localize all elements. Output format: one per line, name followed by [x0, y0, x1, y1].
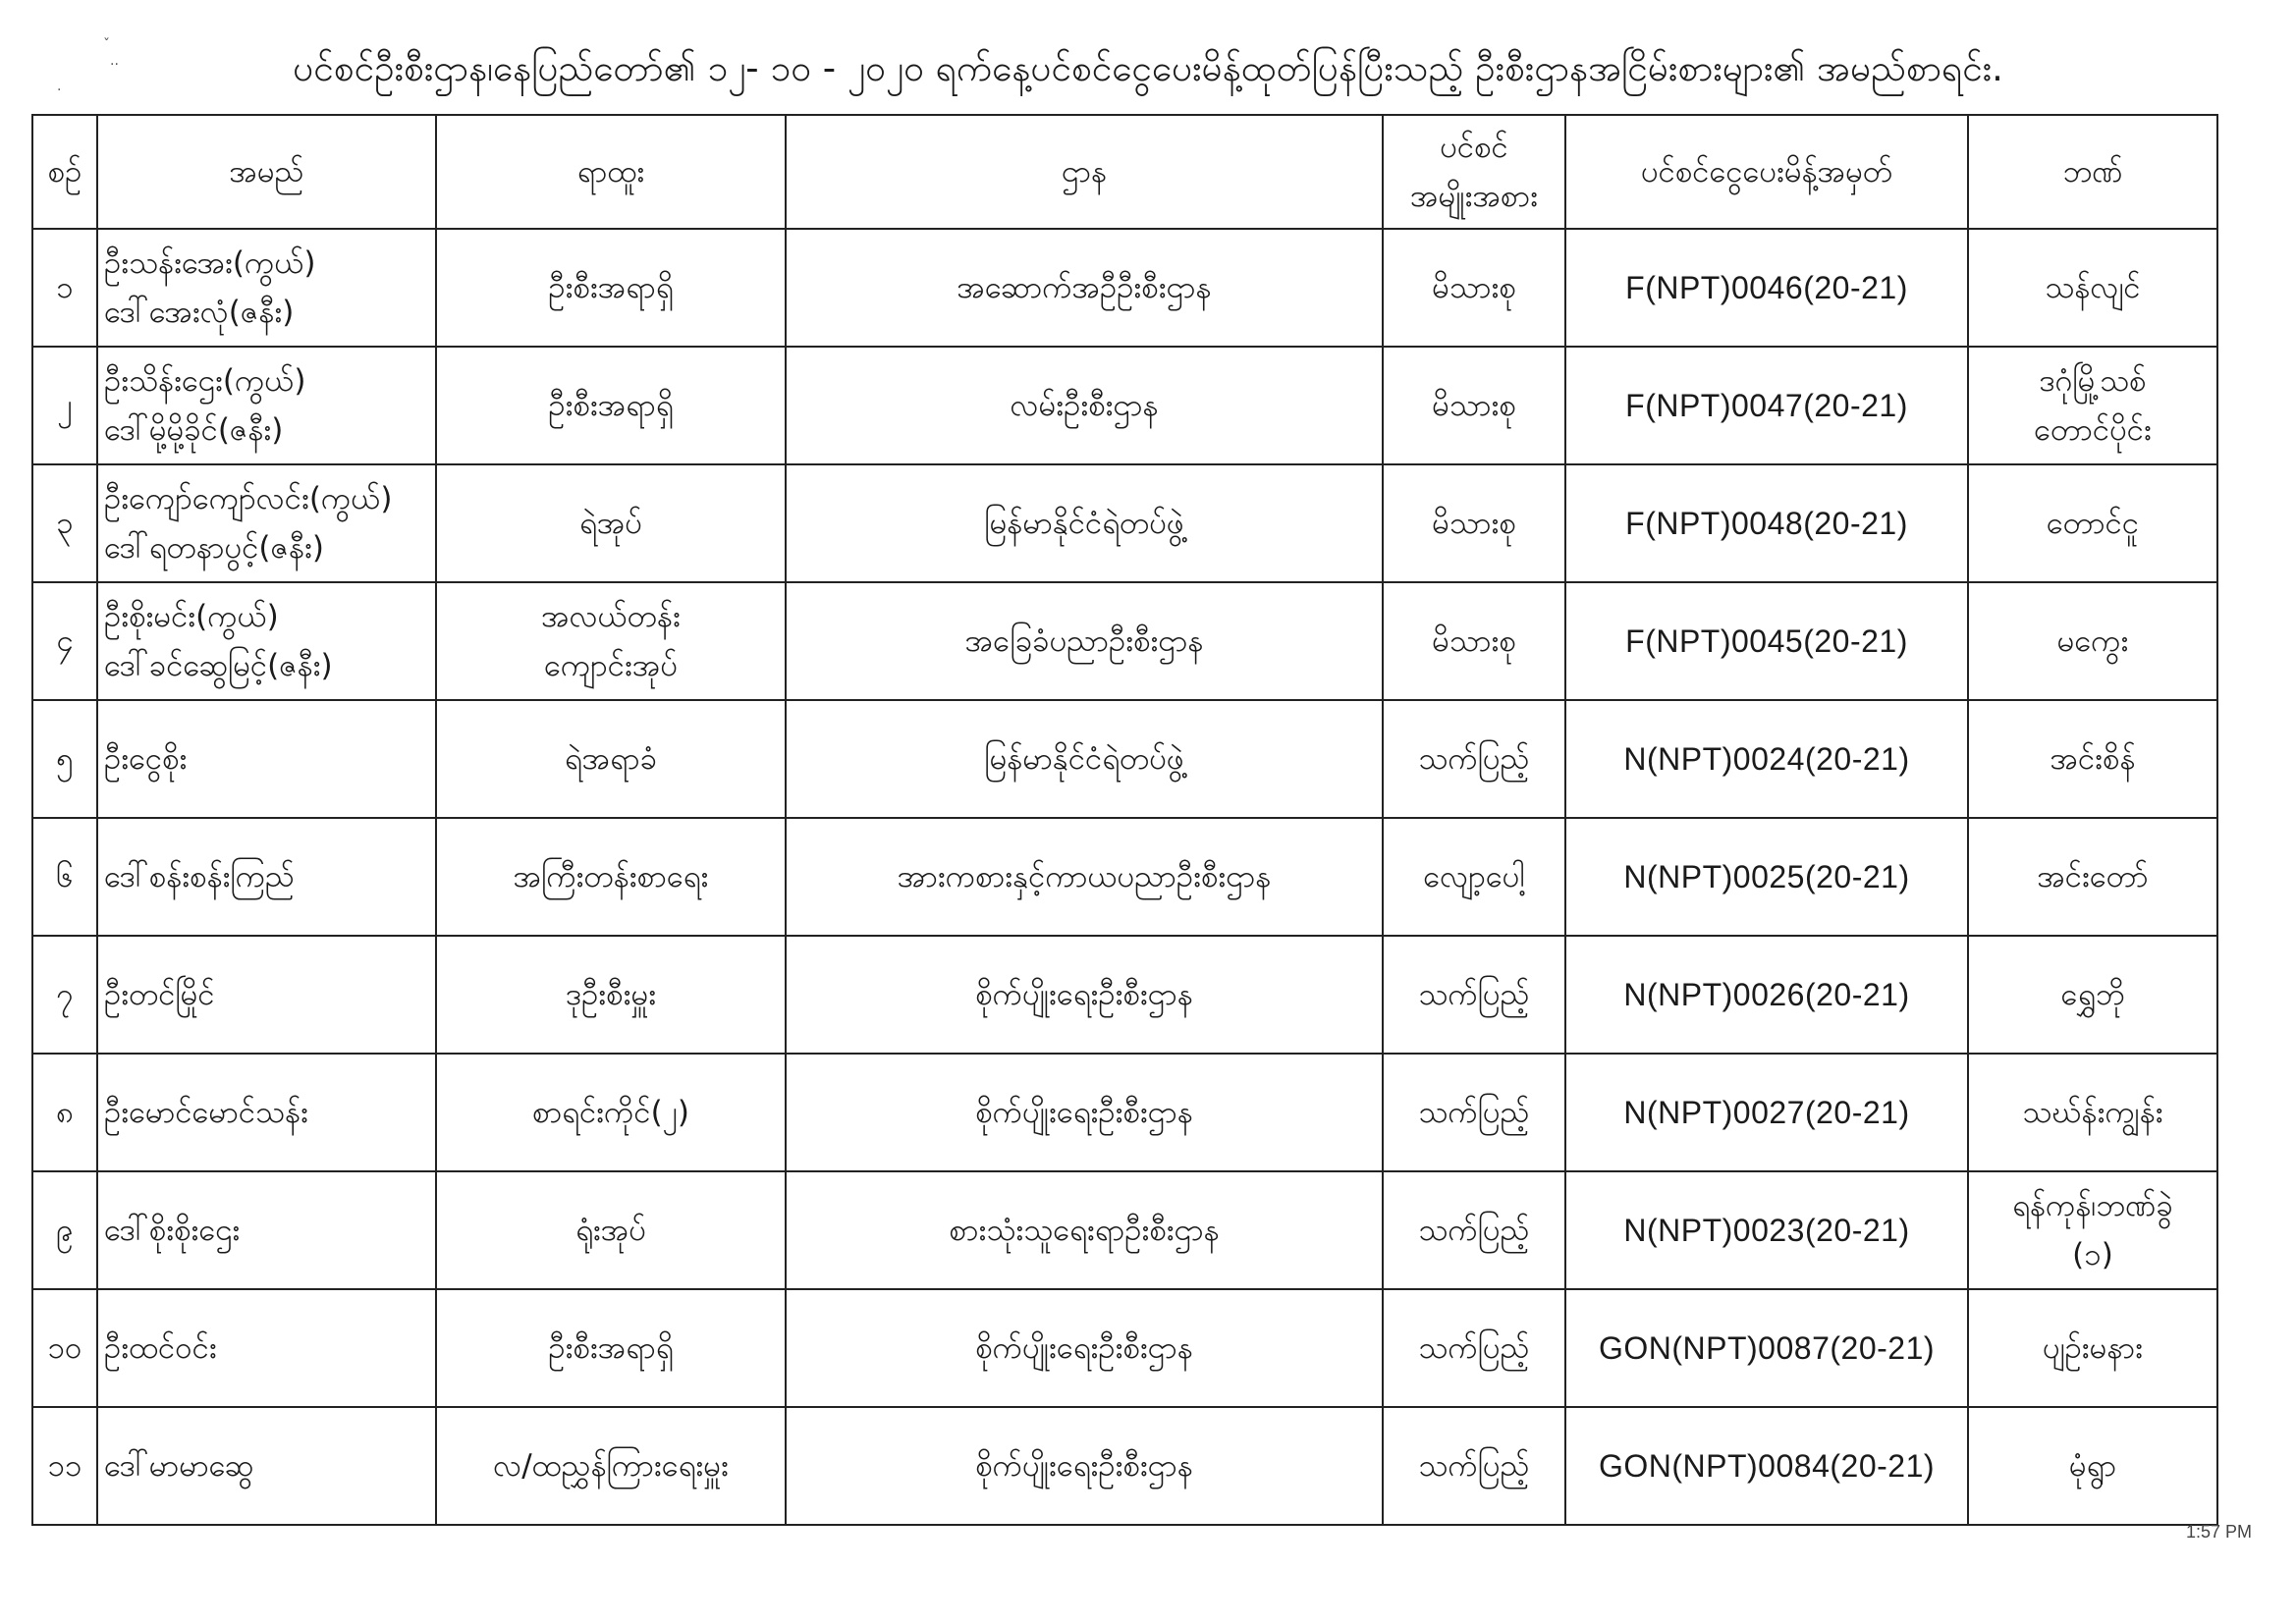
cell-department-text: မြန်မာနိုင်ငံရဲတပ်ဖွဲ့ — [984, 741, 1184, 777]
cell-rank-text: အကြီးတန်းစာရေး — [513, 859, 709, 894]
cell-pension-type — [1383, 1171, 1565, 1289]
cell-department — [786, 1054, 1383, 1171]
cell-license-number — [1565, 347, 1968, 464]
cell-treasury-text: သန်လျင် — [2045, 270, 2141, 305]
cell-license-number — [1565, 1289, 1968, 1407]
cell-treasury — [1968, 1171, 2217, 1289]
cell-no-text: ၁ — [56, 270, 74, 305]
cell-department — [786, 347, 1383, 464]
cell-license-number-text: N(NPT)0027(20-21) — [1623, 1095, 1910, 1130]
cell-name-text: ဒေါ်ရတနာပွင့်(ဇနီး) — [104, 530, 324, 566]
header-license: ပင်စင်ငွေပေးမိန့်အမှတ် — [1565, 115, 1968, 229]
header-name: အမည် — [97, 115, 436, 229]
cell-name — [97, 1054, 436, 1171]
table-body — [32, 229, 2217, 1525]
cell-no — [32, 818, 97, 936]
cell-name-text: ဒေါ်စန်းစန်းကြည် — [104, 859, 295, 894]
cell-name — [97, 1289, 436, 1407]
cell-rank-text: လ/ထညွှန်ကြားရေးမှူး — [493, 1448, 729, 1484]
cell-rank-text: ဦးစီးအရာရှိ — [548, 270, 674, 305]
cell-treasury — [1968, 700, 2217, 818]
cell-treasury — [1968, 1289, 2217, 1407]
cell-no — [32, 700, 97, 818]
cell-rank — [436, 1407, 786, 1525]
cell-treasury — [1968, 818, 2217, 936]
cell-name-text: ဒေါ်ခင်ဆွေမြင့်(ဇနီး) — [104, 648, 333, 683]
cell-rank-text: ရုံးအုပ် — [575, 1213, 646, 1248]
cell-license-number-text: F(NPT)0048(20-21) — [1625, 506, 1908, 541]
header-department: ဌာန — [786, 115, 1383, 229]
cell-pension-type — [1383, 582, 1565, 700]
cell-name-text: ဦးကျော်ကျော်လင်း(ကွယ်) — [104, 481, 393, 516]
cell-name — [97, 818, 436, 936]
cell-pension-type — [1383, 936, 1565, 1054]
header-no: စဉ် — [32, 115, 97, 229]
cell-treasury-text: အင်းစိန် — [2050, 741, 2136, 777]
cell-license-number-text: F(NPT)0047(20-21) — [1625, 388, 1908, 423]
scan-mark: ·· — [110, 57, 119, 73]
cell-name-text: ဒေါ်စိုးစိုးဌေး — [104, 1213, 241, 1248]
cell-no — [32, 1289, 97, 1407]
cell-name-text: ဦးစိုးမင်း(ကွယ်) — [104, 599, 279, 634]
cell-rank-text: ကျောင်းအုပ် — [543, 648, 679, 683]
cell-name — [97, 936, 436, 1054]
cell-treasury-text: ရွှေဘို — [2060, 977, 2125, 1012]
cell-license-number — [1565, 1054, 1968, 1171]
cell-license-number-text: N(NPT)0024(20-21) — [1623, 741, 1910, 777]
cell-pension-type-text: မိသားစု — [1432, 388, 1516, 423]
cell-name-text: ဒေါ်မာမာဆွေ — [104, 1448, 254, 1484]
cell-no-text: ၁၁ — [47, 1448, 82, 1484]
cell-rank — [436, 582, 786, 700]
header-pension-type — [1383, 115, 1565, 229]
table-row — [32, 1054, 2217, 1171]
cell-no-text: ၃ — [56, 506, 74, 541]
cell-no-text: ၂ — [57, 388, 73, 423]
cell-no — [32, 229, 97, 347]
cell-license-number-text: F(NPT)0045(20-21) — [1625, 623, 1908, 659]
cell-rank-text: ရဲအုပ် — [579, 506, 642, 541]
cell-treasury — [1968, 1407, 2217, 1525]
cell-pension-type-text: မိသားစု — [1432, 506, 1516, 541]
cell-treasury-text: မုံရွာ — [2068, 1448, 2117, 1484]
cell-no-text: ၄ — [56, 623, 74, 659]
header-pension-type-line2: အမျိုးအစား — [1410, 179, 1538, 214]
header-pension-type-line1: ပင်စင် — [1440, 130, 1508, 165]
table-row — [32, 818, 2217, 936]
cell-name — [97, 229, 436, 347]
cell-rank — [436, 464, 786, 582]
cell-pension-type — [1383, 818, 1565, 936]
cell-name — [97, 1407, 436, 1525]
cell-name-text: ဦးသန်းအေး(ကွယ်) — [104, 245, 316, 281]
cell-no-text: ၆ — [56, 859, 74, 894]
cell-department — [786, 229, 1383, 347]
cell-treasury-text: သဃ်န်းကျွန်း — [2022, 1095, 2163, 1130]
cell-department — [786, 818, 1383, 936]
table-row — [32, 464, 2217, 582]
cell-no-text: ၇ — [56, 977, 74, 1012]
cell-pension-type — [1383, 700, 1565, 818]
cell-treasury-text: မကွေး — [2056, 623, 2129, 659]
cell-rank — [436, 818, 786, 936]
cell-license-number — [1565, 936, 1968, 1054]
cell-no-text: ၉ — [56, 1213, 74, 1248]
cell-department-text: အခြေခံပညာဦးစီးဌာန — [964, 623, 1204, 659]
cell-rank — [436, 347, 786, 464]
cell-rank — [436, 936, 786, 1054]
cell-no — [32, 582, 97, 700]
cell-rank-text: ဦးစီးအရာရှိ — [548, 1330, 674, 1366]
cell-treasury-text: အင်းတော် — [2037, 859, 2149, 894]
cell-department-text: စိုက်ပျိုးရေးဦးစီးဌာန — [975, 1095, 1193, 1130]
table-row — [32, 229, 2217, 347]
cell-license-number-text: N(NPT)0026(20-21) — [1623, 977, 1910, 1012]
cell-treasury — [1968, 464, 2217, 582]
cell-department — [786, 700, 1383, 818]
cell-treasury — [1968, 582, 2217, 700]
scan-timestamp: 1:57 PM — [2185, 1522, 2252, 1542]
cell-license-number — [1565, 700, 1968, 818]
cell-name-text: ဦးမောင်မောင်သန်း — [104, 1095, 308, 1130]
cell-treasury — [1968, 936, 2217, 1054]
cell-no — [32, 1171, 97, 1289]
cell-name — [97, 582, 436, 700]
cell-pension-type — [1383, 229, 1565, 347]
pension-list-table — [31, 114, 2218, 1526]
cell-no-text: ၈ — [56, 1095, 74, 1130]
cell-department — [786, 464, 1383, 582]
cell-treasury-text: ဒဂုံမြို့သစ် — [2039, 363, 2147, 399]
cell-rank-text: ဒုဦးစီးမှူး — [565, 977, 657, 1012]
cell-license-number-text: N(NPT)0023(20-21) — [1623, 1213, 1910, 1248]
cell-rank — [436, 229, 786, 347]
cell-license-number — [1565, 1171, 1968, 1289]
cell-pension-type-text: သက်ပြည့် — [1418, 1330, 1530, 1366]
cell-license-number-text: N(NPT)0025(20-21) — [1623, 859, 1910, 894]
table-row — [32, 700, 2217, 818]
cell-name-text: ဒေါ်အေးလုံ(ဇနီး) — [104, 295, 295, 330]
cell-no-text: ၅ — [56, 741, 74, 777]
cell-pension-type-text: လျော့ပေါ့ — [1423, 859, 1525, 894]
cell-pension-type — [1383, 464, 1565, 582]
table-row — [32, 347, 2217, 464]
cell-pension-type-text: သက်ပြည့် — [1418, 1448, 1530, 1484]
scan-mark: · — [57, 82, 62, 98]
cell-treasury-text: တောင်ပိုင်း — [2034, 412, 2152, 448]
cell-name — [97, 700, 436, 818]
cell-department — [786, 936, 1383, 1054]
cell-department — [786, 1171, 1383, 1289]
cell-treasury-text: (၁) — [2072, 1237, 2113, 1272]
cell-rank-text: စာရင်းကိုင်(၂) — [532, 1095, 689, 1130]
cell-pension-type — [1383, 1407, 1565, 1525]
cell-department — [786, 1289, 1383, 1407]
cell-pension-type-text: သက်ပြည့် — [1418, 1213, 1530, 1248]
cell-rank — [436, 700, 786, 818]
cell-department-text: စိုက်ပျိုးရေးဦးစီးဌာန — [975, 1330, 1193, 1366]
cell-department-text: စားသုံးသူရေးရာဦးစီးဌာန — [949, 1213, 1220, 1248]
cell-rank-text: ရဲအရာခံ — [564, 741, 658, 777]
cell-license-number — [1565, 582, 1968, 700]
cell-department — [786, 1407, 1383, 1525]
cell-license-number-text: F(NPT)0046(20-21) — [1625, 270, 1908, 305]
cell-pension-type-text: သက်ပြည့် — [1418, 741, 1530, 777]
cell-department — [786, 582, 1383, 700]
cell-rank — [436, 1054, 786, 1171]
table-row — [32, 582, 2217, 700]
cell-pension-type-text: သက်ပြည့် — [1418, 977, 1530, 1012]
cell-no — [32, 1054, 97, 1171]
page-title: ပင်စင်ဦးစီးဌာန၊နေပြည်တော်၏ ၁၂- ၁၀ - ၂၀၂၀ ရက်နေ့ပင်စင်ငွေပေးမိန့်ထုတ်ပြန်ပြီးသည့် ဦးစီးဌာနအငြိမ်းစားများ၏ အမည်စာရင်း. — [293, 47, 2003, 89]
cell-name — [97, 1171, 436, 1289]
cell-pension-type-text: မိသားစု — [1432, 623, 1516, 659]
table-row — [32, 936, 2217, 1054]
cell-rank-text: အလယ်တန်း — [541, 599, 681, 634]
cell-treasury-text: တောင်ငူ — [2046, 506, 2140, 541]
header-treasury: ဘဏ် — [1968, 115, 2217, 229]
cell-pension-type — [1383, 1054, 1565, 1171]
cell-license-number — [1565, 1407, 1968, 1525]
cell-name — [97, 347, 436, 464]
cell-treasury-text: ပျဉ်းမနား — [2042, 1330, 2144, 1366]
cell-department-text: စိုက်ပျိုးရေးဦးစီးဌာန — [975, 977, 1193, 1012]
table-row — [32, 1289, 2217, 1407]
cell-no-text: ၁၀ — [47, 1330, 82, 1366]
table-header-row — [32, 115, 2217, 229]
cell-department-text: စိုက်ပျိုးရေးဦးစီးဌာန — [975, 1448, 1193, 1484]
cell-department-text: အားကစားနှင့်ကာယပညာဦးစီးဌာန — [897, 859, 1272, 894]
cell-treasury — [1968, 229, 2217, 347]
cell-no — [32, 1407, 97, 1525]
header-rank: ရာထူး — [436, 115, 786, 229]
cell-no — [32, 347, 97, 464]
cell-name-text: ဦးသိန်းဌေး(ကွယ်) — [104, 363, 306, 399]
cell-license-number — [1565, 229, 1968, 347]
cell-license-number — [1565, 818, 1968, 936]
cell-no — [32, 936, 97, 1054]
cell-treasury-text: ရန်ကုန်၊ဘဏ်ခွဲ — [2012, 1188, 2173, 1223]
cell-rank — [436, 1171, 786, 1289]
cell-name-text: ဒေါ်မို့မို့ခိုင်(ဇနီး) — [104, 412, 284, 448]
cell-department-text: အဆောက်အဦဦးစီးဌာန — [957, 270, 1212, 305]
cell-name — [97, 464, 436, 582]
cell-no — [32, 464, 97, 582]
scan-mark: ˇ — [103, 37, 110, 53]
cell-license-number-text: GON(NPT)0087(20-21) — [1598, 1330, 1936, 1366]
cell-rank-text: ဦးစီးအရာရှိ — [548, 388, 674, 423]
cell-license-number — [1565, 464, 1968, 582]
cell-pension-type-text: မိသားစု — [1432, 270, 1516, 305]
cell-pension-type — [1383, 347, 1565, 464]
cell-department-text: မြန်မာနိုင်ငံရဲတပ်ဖွဲ့ — [984, 506, 1184, 541]
cell-license-number-text: GON(NPT)0084(20-21) — [1598, 1448, 1936, 1484]
cell-treasury — [1968, 1054, 2217, 1171]
cell-name-text: ဦးတင်မြိုင် — [104, 977, 215, 1012]
cell-name-text: ဦးငွေစိုး — [104, 741, 188, 777]
cell-treasury — [1968, 347, 2217, 464]
table-row — [32, 1171, 2217, 1289]
cell-name-text: ဦးထင်ဝင်း — [104, 1330, 217, 1366]
cell-pension-type — [1383, 1289, 1565, 1407]
cell-rank — [436, 1289, 786, 1407]
cell-pension-type-text: သက်ပြည့် — [1418, 1095, 1530, 1130]
table-row — [32, 1407, 2217, 1525]
cell-department-text: လမ်းဦးစီးဌာန — [1010, 388, 1159, 423]
